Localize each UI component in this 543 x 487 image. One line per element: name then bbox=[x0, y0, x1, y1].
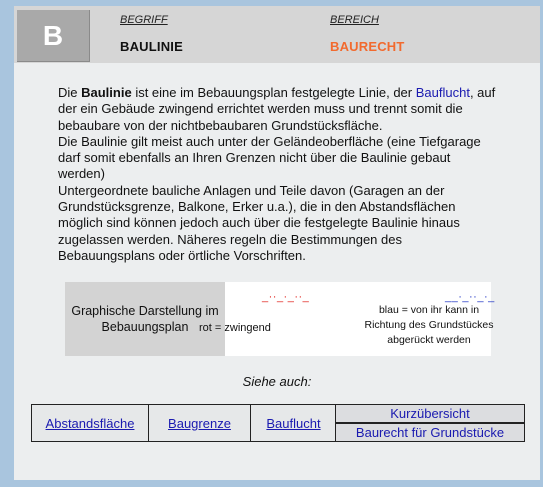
begriff-value: BAULINIE bbox=[120, 39, 183, 54]
red-line-sample: _··_·_··_ bbox=[262, 291, 310, 303]
definition-text bbox=[58, 85, 498, 264]
nav-kurzuebersicht bbox=[335, 404, 525, 423]
paragraph-2: Die Baulinie gilt meist auch unter der Geländeoberfläche (eine Tiefgarage darf somit ebenfalls an Ihren Grenzen nicht über die Baulinie gebaut werden) bbox=[58, 133, 481, 182]
bauflucht-nav-link[interactable]: Bauflucht bbox=[266, 415, 321, 431]
p1-mid: ist eine im Bebauungsplan festgelegte Linie, der bbox=[131, 85, 416, 100]
kurzuebersicht-link[interactable]: Kurzübersicht bbox=[390, 406, 470, 421]
abstandsflaeche-link[interactable]: Abstandsfläche bbox=[45, 415, 135, 431]
baurecht-link[interactable]: Baurecht für Grundstücke bbox=[355, 425, 505, 440]
paragraph-1 bbox=[58, 85, 498, 134]
paragraph-3: Untergeordnete bauliche Anlagen und Teile davon (Garagen an der Grundstücksgrenze, Balkone, Erker u.a.), die in den Abstandsflächen möglich sind können jedoch auch über die festgelegte Baulinie hinaus zugelassen werden. Näheres regeln die Bestimmungen des Bebauungsplans oder örtliche Vorschriften. bbox=[58, 182, 460, 263]
term-bold: Baulinie bbox=[81, 85, 132, 100]
content-card bbox=[14, 6, 540, 480]
blue-line-sample: __·_··_·_ bbox=[445, 291, 495, 303]
nav-abstandsflaeche bbox=[31, 404, 149, 442]
nav-baugrenze bbox=[148, 404, 251, 442]
p1-prefix: Die bbox=[58, 85, 82, 100]
bauflucht-link[interactable]: Bauflucht bbox=[415, 85, 470, 100]
begriff-label: BEGRIFF bbox=[120, 14, 168, 26]
see-also-title: Siehe auch: bbox=[242, 374, 312, 389]
nav-bauflucht bbox=[250, 404, 337, 442]
nav-baurecht bbox=[335, 423, 525, 442]
red-line-caption: rot = zwingend bbox=[199, 322, 271, 334]
graphic-label: Graphische Darstellung im Bebauungsplan bbox=[65, 282, 225, 356]
blue-line-caption: blau = von ihr kann in Richtung des Grundstückes abgerückt werden bbox=[364, 304, 494, 346]
bereich-value: BAURECHT bbox=[330, 39, 405, 54]
p1-suffix: , auf der ein Gebäude zwingend errichtet werden muss und trennt somit die bebaubare von der nichtbebaubaren Grundstücksfläche. bbox=[58, 85, 496, 133]
header-bar bbox=[14, 6, 540, 63]
bereich-label: BEREICH bbox=[330, 14, 379, 26]
letter-badge: B bbox=[17, 10, 90, 62]
baugrenze-link[interactable]: Baugrenze bbox=[168, 415, 231, 431]
